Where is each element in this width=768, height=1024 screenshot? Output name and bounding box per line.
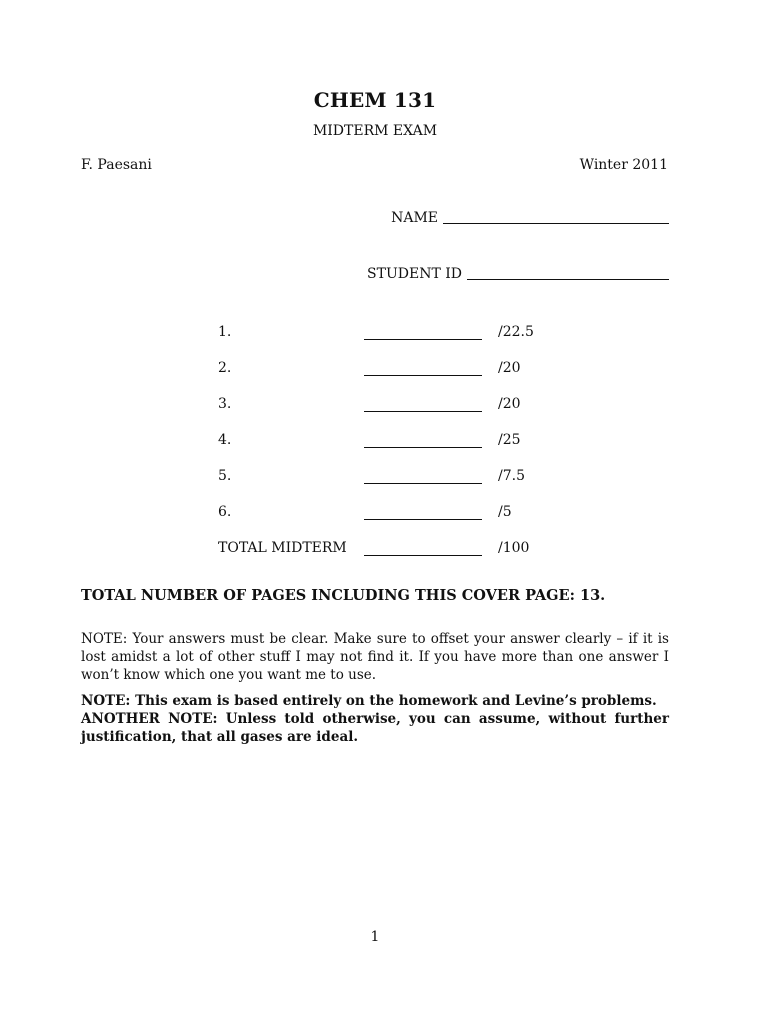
answer-clarity-note: NOTE: Your answers must be clear. Make sure to offset your answer clearly – if it is lost amidst a lot of other stuff I may not find it. If you have more than one answer I won’t know which one you want me to use. <box>81 631 669 683</box>
name-field-row <box>391 210 669 226</box>
score-blank-line[interactable] <box>364 483 482 484</box>
max-points: /7.5 <box>498 468 525 484</box>
student-id-field-row <box>367 266 669 282</box>
score-blank-line[interactable] <box>364 555 482 556</box>
student-id-label: STUDENT ID <box>367 266 462 282</box>
score-row <box>218 396 558 432</box>
page-title: CHEM 131 <box>313 88 437 112</box>
score-table <box>218 324 558 576</box>
score-row <box>218 504 558 540</box>
student-id-blank-line[interactable] <box>467 279 669 280</box>
max-points: /5 <box>498 504 512 520</box>
score-blank-line[interactable] <box>364 519 482 520</box>
total-label: TOTAL MIDTERM <box>218 540 347 556</box>
name-label: NAME <box>391 210 438 226</box>
question-label: 2. <box>218 360 232 376</box>
question-label: 6. <box>218 504 232 520</box>
bold-notes <box>81 692 669 746</box>
score-row <box>218 324 558 360</box>
max-points: /20 <box>498 360 521 376</box>
page-number: 1 <box>370 929 380 945</box>
score-blank-line[interactable] <box>364 375 482 376</box>
total-pages-note: TOTAL NUMBER OF PAGES INCLUDING THIS COVER PAGE: 13. <box>81 587 606 604</box>
max-points: /22.5 <box>498 324 534 340</box>
score-row <box>218 468 558 504</box>
max-points: /20 <box>498 396 521 412</box>
score-blank-line[interactable] <box>364 447 482 448</box>
page-subtitle: MIDTERM EXAM <box>312 123 438 139</box>
homework-note: NOTE: This exam is based entirely on the homework and Levine’s problems. <box>81 693 657 709</box>
question-label: 4. <box>218 432 232 448</box>
question-label: 1. <box>218 324 232 340</box>
score-row <box>218 432 558 468</box>
term-label: Winter 2011 <box>579 157 668 173</box>
name-blank-line[interactable] <box>443 223 669 224</box>
question-label: 3. <box>218 396 232 412</box>
max-points: /100 <box>498 540 530 556</box>
ideal-gas-note: ANOTHER NOTE: Unless told otherwise, you can assume, without further justification, that all gases are ideal. <box>81 711 669 745</box>
score-blank-line[interactable] <box>364 411 482 412</box>
score-row <box>218 360 558 396</box>
question-label: 5. <box>218 468 232 484</box>
max-points: /25 <box>498 432 521 448</box>
author-name: F. Paesani <box>81 157 152 173</box>
score-row-total <box>218 540 558 576</box>
score-blank-line[interactable] <box>364 339 482 340</box>
